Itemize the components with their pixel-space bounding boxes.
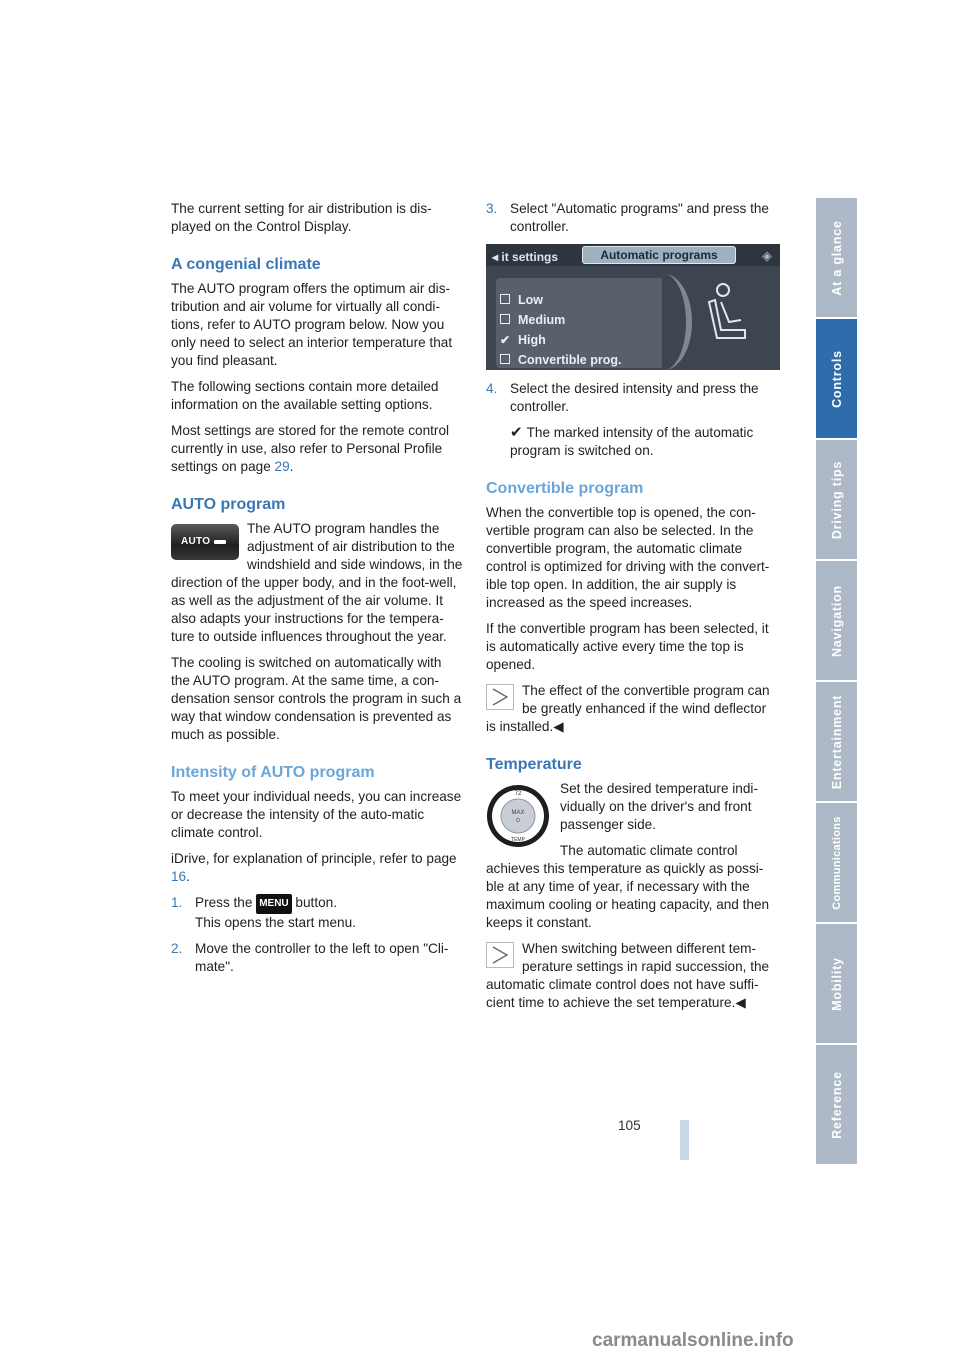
tab-driving-tips[interactable]: Driving tips [816, 440, 857, 559]
step-number: 1. [171, 895, 183, 910]
step-text: This opens the start menu. [195, 915, 356, 930]
paragraph: The cooling is switched on automatically with the AUTO program. At the same time, a con-densation sensor controls the program in such a way that window condensation is prevented as much as possible. [171, 655, 462, 742]
step-text: button. [291, 895, 338, 910]
paragraph: Most settings are stored for the remote control currently in use, also refer to Personal Profile settings on page 29. [171, 423, 450, 474]
step-number: 4. [486, 381, 498, 396]
list-item [171, 894, 463, 932]
screen-option: Medium [500, 311, 565, 329]
note-text: When switching between different tem-perature settings in rapid succession, the automatic climate control does not have suffi-cient time to achieve the set temperature.◀ [486, 941, 770, 1010]
auto-button-label: AUTO [181, 536, 211, 547]
list-item [486, 200, 778, 236]
screen-option: Convertible prog. [500, 351, 621, 369]
paragraph: The AUTO program offers the optimum air dis-tribution and air volume for virtually all condi-tions, refer to AUTO program below. Now you only need to select an interior temperature that you find pleasant. [171, 281, 453, 368]
checkmark-icon: ✔ [510, 424, 523, 441]
paragraph: The AUTO program handles the adjustment of air distribution to the windshield and side windows, in the direction of the upper body, and in the foot-well, as well as the adjustment of the air volume. It also adapts your instructions for the tempera-ture to outside influences throughout the year. [171, 521, 463, 644]
note [486, 682, 778, 736]
intro-text: The current setting for air distribution is dis-played on the Control Display. [171, 201, 432, 234]
screen-active-tab: Automatic programs [582, 246, 736, 264]
dial-center-label: MAX [511, 810, 525, 816]
tab-communications[interactable]: Communications [816, 803, 857, 922]
page-link[interactable]: 16 [171, 869, 187, 884]
heading-auto-program: AUTO program [171, 496, 286, 513]
step-text: Move the controller to the left to open "Cli-mate". [195, 941, 449, 974]
step-text: Press the [195, 895, 257, 910]
step-text: Select the desired intensity and press the controller. [510, 381, 759, 414]
step-text: Select "Automatic programs" and press the controller. [510, 201, 769, 234]
section-tabs [816, 198, 857, 1166]
tab-mobility[interactable]: Mobility [816, 924, 857, 1043]
paragraph [486, 424, 778, 460]
checkbox-icon [500, 294, 510, 304]
tab-entertainment[interactable]: Entertainment [816, 682, 857, 801]
tab-at-a-glance[interactable]: At a glance [816, 198, 857, 317]
screen-option: Low [500, 291, 543, 309]
paragraph-text: The marked intensity of the automatic program is switched on. [510, 425, 754, 458]
step-number: 2. [171, 941, 183, 956]
menu-button-icon: MENU [256, 894, 291, 914]
left-column [171, 200, 463, 984]
screen-prev-tab: ◂ it settings [492, 250, 559, 264]
paragraph: The automatic climate control achieves this temperature as quickly as possi-ble at any time of year, if necessary with the maximum cooling or heating capacity, and then keeps it constant. [486, 843, 770, 930]
note-icon [486, 942, 514, 968]
checkmark-icon: ✔ [500, 333, 511, 347]
paragraph: When the convertible top is opened, the con-vertible program can also be selected. In the convertible program, the automatic climate control is optimized for driving with the convert-ible top open. In addition, the air supply is increased as the speed increases. [486, 505, 770, 610]
page-number: 105 [618, 1118, 641, 1133]
paragraph-text: iDrive, for explanation of principle, refer to page [171, 851, 457, 866]
screen-option: ✔ High [500, 333, 546, 347]
temperature-dial-icon [486, 784, 550, 848]
heading-convertible-program: Convertible program [486, 480, 644, 497]
paragraph: iDrive, for explanation of principle, refer to page 16. [171, 851, 457, 884]
note [486, 940, 778, 1012]
dial-top-label: 72 [514, 791, 522, 797]
checkbox-icon [500, 354, 510, 364]
control-display-screenshot [486, 244, 780, 370]
heading-intensity: Intensity of AUTO program [171, 764, 375, 781]
seat-icon [701, 280, 751, 360]
screen-navigation-icon: ◈ [762, 248, 772, 263]
tab-controls[interactable]: Controls [816, 319, 857, 438]
page-marker [680, 1120, 689, 1160]
tab-navigation[interactable]: Navigation [816, 561, 857, 680]
right-column [486, 200, 778, 1020]
paragraph: Set the desired temperature indi-vidually on the driver's and front passenger side. [560, 781, 758, 832]
dial-bottom-label: TEMP [511, 837, 525, 843]
list-item [171, 940, 463, 976]
note-icon [486, 684, 514, 710]
tab-reference[interactable]: Reference [816, 1045, 857, 1164]
watermark: carmanualsonline.info [592, 1330, 794, 1351]
heading-temperature: Temperature [486, 756, 582, 773]
note-text: The effect of the convertible program can be greatly enhanced if the wind deflector is installed.◀ [486, 683, 770, 734]
dial-sub-label: D [516, 818, 520, 824]
checkbox-icon [500, 314, 510, 324]
paragraph: To meet your individual needs, you can increase or decrease the intensity of the auto-matic climate control. [171, 789, 462, 840]
paragraph-text: Most settings are stored for the remote control currently in use, also refer to Personal Profile settings on page [171, 423, 450, 474]
heading-congenial-climate: A congenial climate [171, 256, 321, 273]
paragraph: If the convertible program has been selected, it is automatically active every time the top is opened. [486, 621, 769, 672]
auto-button-image [171, 520, 239, 560]
step-number: 3. [486, 201, 498, 216]
list-item [486, 380, 778, 416]
page-link[interactable]: 29 [274, 459, 290, 474]
paragraph: The following sections contain more detailed information on the available setting options. [171, 379, 439, 412]
